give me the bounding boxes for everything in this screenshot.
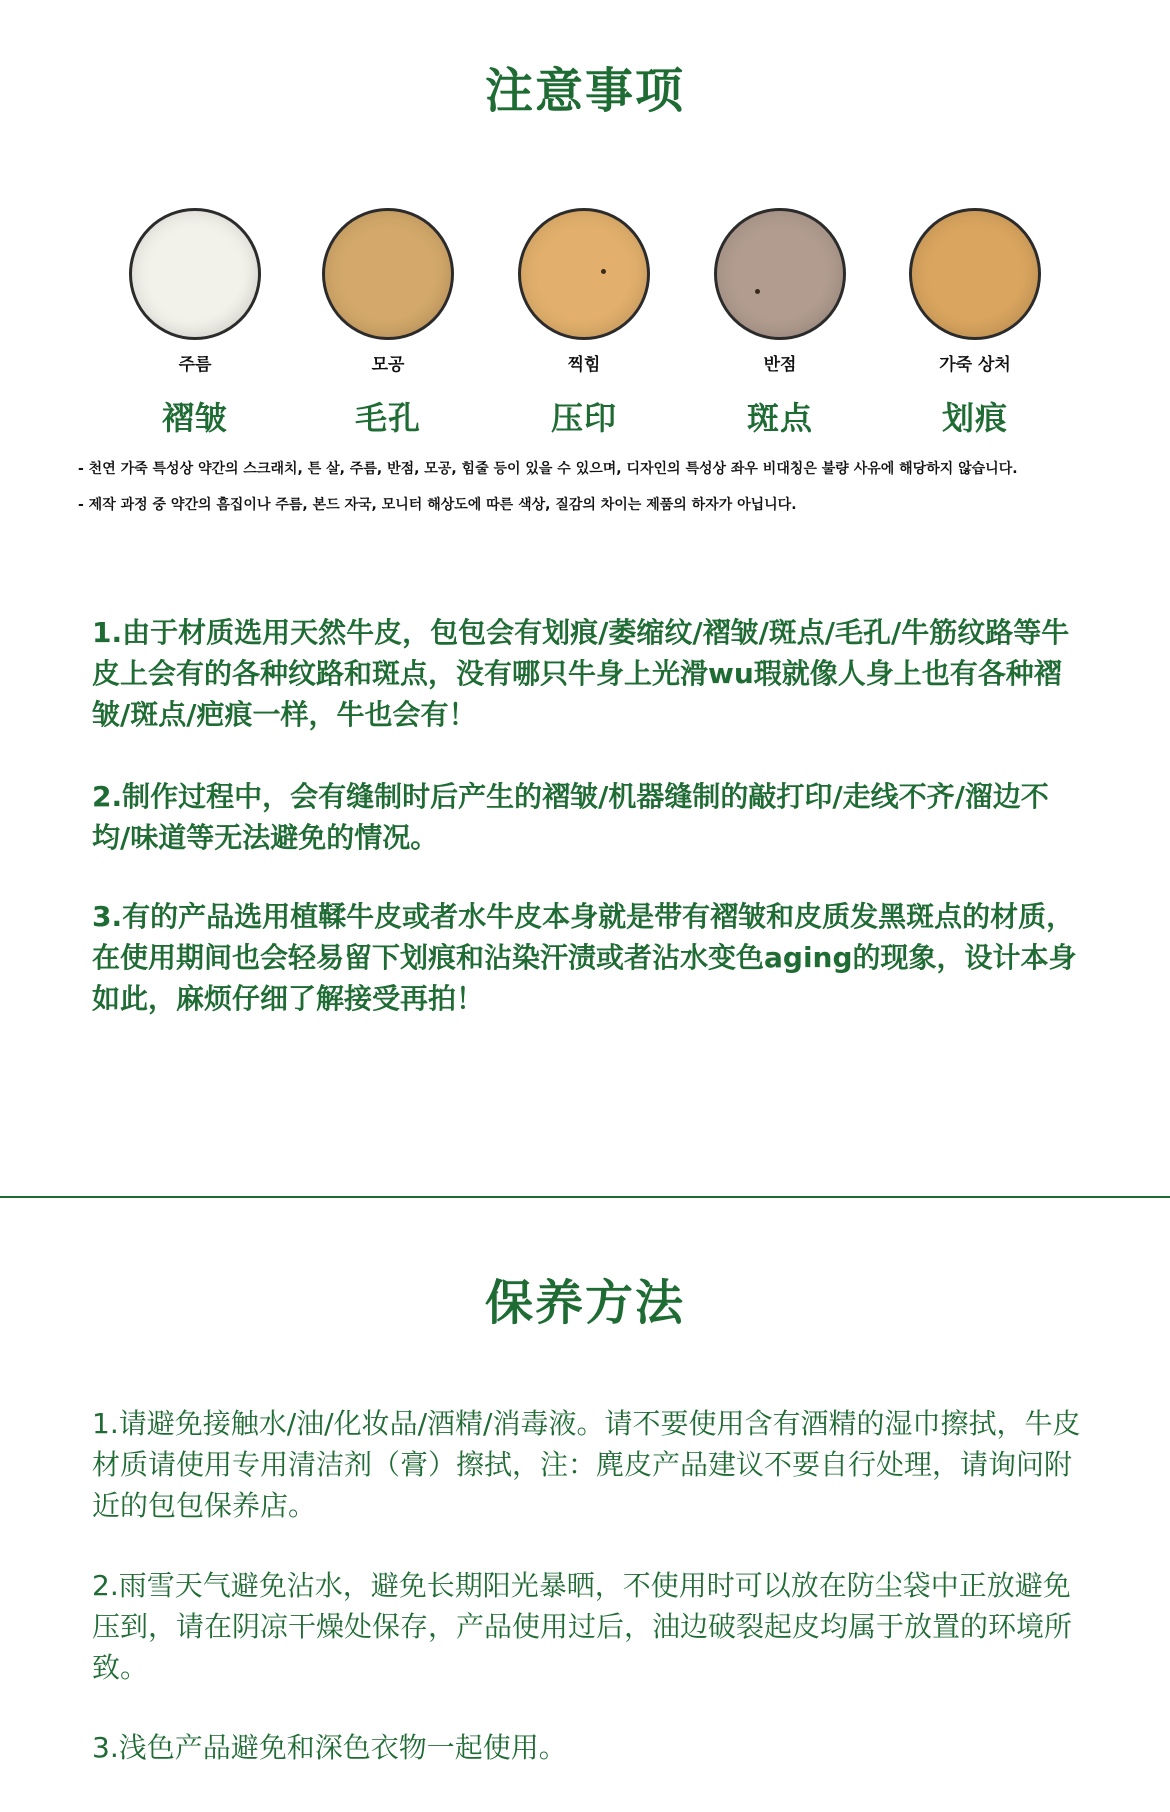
swatch-circle-scratch [909, 208, 1041, 340]
notice-paragraph-1: 1.由于材质选用天然牛皮，包包会有划痕/萎缩纹/褶皱/斑点/毛孔/牛筋纹路等牛皮上会有的各种纹路和斑点，没有哪只牛身上光滑wu瑕就像人身上也有各种褶皱/斑点/疤痕一样，牛也会有！ [92, 616, 1070, 731]
section-divider [0, 1196, 1170, 1198]
korean-notes [78, 458, 1098, 530]
korean-note: - 제작 과정 중 약간의 흠집이나 주름, 본드 자국, 모니터 해상도에 따른 색상, 질감의 차이는 제품의 하자가 아닙니다. [78, 497, 797, 513]
swatch-label-zh: 压印 [550, 399, 617, 437]
swatch-label-zh: 褶皱 [161, 399, 228, 437]
swatch-circle-spot [714, 208, 846, 340]
swatch-label-ko: 모공 [371, 355, 405, 375]
swatch-wrinkle [100, 208, 290, 439]
notice-title: 注意事项 [484, 63, 685, 119]
notice-paragraph-3: 3.有的产品选用植鞣牛皮或者水牛皮本身就是带有褶皱和皮质发黑斑点的材质，在使用期间也会轻易留下划痕和沾染汗渍或者沾水变色aging的现象，设计本身如此，麻烦仔细了解接受再拍！ [92, 900, 1077, 1015]
swatch-label-ko: 찍힘 [567, 355, 601, 375]
swatch-label-zh: 毛孔 [354, 399, 421, 437]
swatch-label-ko: 반점 [763, 355, 797, 375]
swatch-label-ko: 가죽 상처 [939, 355, 1011, 375]
korean-note: - 천연 가죽 특성상 약간의 스크래치, 튼 살, 주름, 반점, 모공, 힘줄 등이 있을 수 있으며, 디자인의 특성상 좌우 비대칭은 불량 사유에 해당하지 않습니다. [78, 461, 1018, 477]
swatch-circle-wrinkle [129, 208, 261, 340]
swatch-circle-pore [322, 208, 454, 340]
swatch-label-zh: 划痕 [941, 399, 1008, 437]
care-paragraph-2: 2.雨雪天气避免沾水，避免长期阳光暴晒，不使用时可以放在防尘袋中正放避免压到，请在阴凉干燥处保存，产品使用过后，油边破裂起皮均属于放置的环境所致。 [92, 1569, 1073, 1684]
swatch-label-ko: 주름 [178, 355, 212, 375]
care-paragraph-3: 3.浅色产品避免和深色衣物一起使用。 [92, 1731, 567, 1764]
swatch-circle-imprint [518, 208, 650, 340]
swatch-spot [685, 208, 875, 439]
notice-paragraph-2: 2.制作过程中，会有缝制时后产生的褶皱/机器缝制的敲打印/走线不齐/溜边不均/味道等无法避免的情况。 [92, 780, 1049, 854]
swatch-scratch [880, 208, 1070, 439]
care-title: 保养方法 [484, 1275, 685, 1331]
swatch-imprint [489, 208, 679, 439]
swatch-label-zh: 斑点 [746, 399, 813, 437]
care-paragraph-1: 1.请避免接触水/油/化妆品/酒精/消毒液。请不要使用含有酒精的湿巾擦拭，牛皮材质请使用专用清洁剂（膏）擦拭，注：麂皮产品建议不要自行处理，请询问附近的包包保养店。 [92, 1407, 1081, 1522]
leather-swatch-row [0, 208, 1170, 448]
swatch-pore [293, 208, 483, 439]
